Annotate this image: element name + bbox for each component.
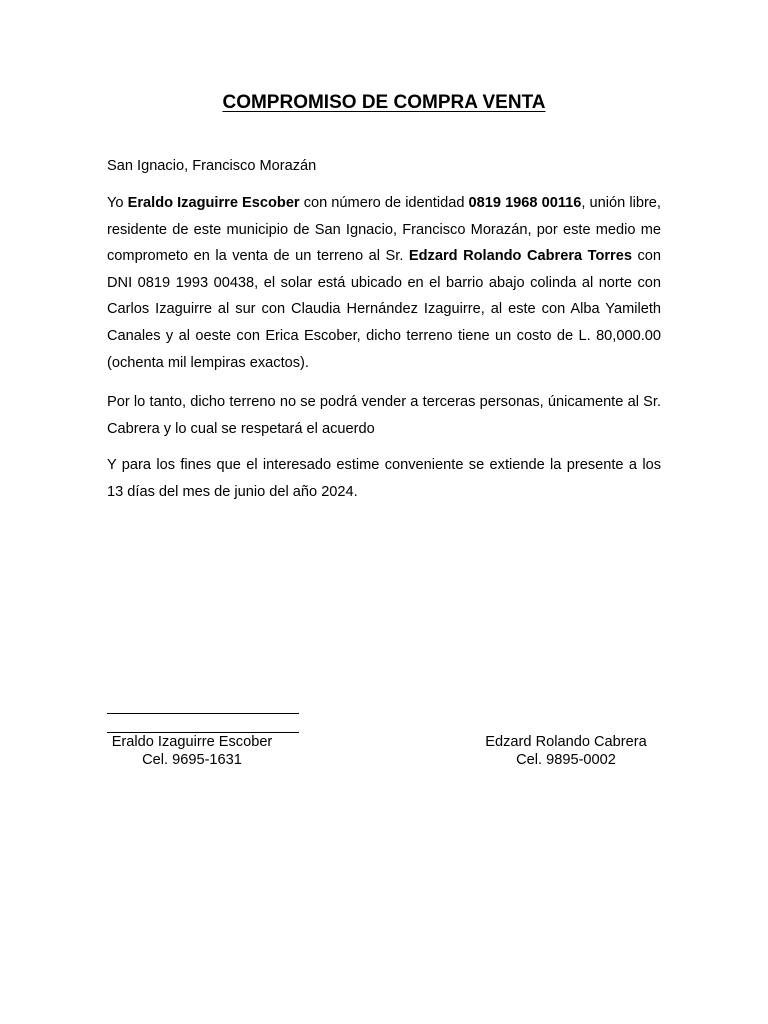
buyer-signature-name: Edzard Rolando Cabrera — [485, 734, 647, 750]
p1-text-4: con DNI 0819 1993 00438, el solar está ubicado en el barrio abajo colinda al norte con Carlos Izaguirre al sur con Claudia Hernández Izaguirre, al este con Alba Yamileth Canales y al oeste con Erica Escober, dicho terreno tiene un costo de L. 80,000.00 (ochenta mil lempiras exactos). — [107, 248, 662, 371]
signature-line-top — [107, 713, 299, 714]
paragraph-closing-text: Y para los fines que el interesado estime conveniente se extiende la presente a los 13 días del mes de junio del año 2024. — [107, 457, 661, 500]
paragraph-agreement-text — [107, 190, 661, 376]
p1-text-3: , unión libre, residente de este municipio de San Ignacio, Francisco Morazán, por este medio me comprometo en la venta de un terreno al Sr. — [107, 195, 661, 265]
p1-text-2: con número de identidad — [299, 195, 469, 211]
paragraph-closing — [107, 452, 661, 505]
place-text: San Ignacio, Francisco Morazán — [107, 158, 317, 174]
seller-id: 0819 1968 00116 — [468, 195, 582, 211]
buyer-signature-block — [474, 733, 658, 769]
place-line — [107, 153, 661, 180]
seller-signature-name: Eraldo Izaguirre Escober — [111, 734, 273, 750]
seller-signature-block — [100, 733, 284, 769]
seller-signature-phone: Cel. 9695-1631 — [142, 752, 242, 768]
document-title: COMPROMISO DE COMPRA VENTA — [222, 92, 546, 113]
buyer-name: Edzard Rolando Cabrera Torres — [408, 248, 632, 265]
paragraph-restriction — [107, 389, 661, 442]
seller-name: Eraldo Izaguirre Escober — [127, 195, 300, 211]
buyer-signature-phone: Cel. 9895-0002 — [516, 752, 616, 768]
paragraph-agreement — [107, 190, 661, 376]
paragraph-restriction-text: Por lo tanto, dicho terreno no se podrá vender a terceras personas, únicamente al Sr. Cabrera y lo cual se respetará el acuerdo — [107, 394, 661, 437]
p1-text-1: Yo — [107, 195, 128, 211]
